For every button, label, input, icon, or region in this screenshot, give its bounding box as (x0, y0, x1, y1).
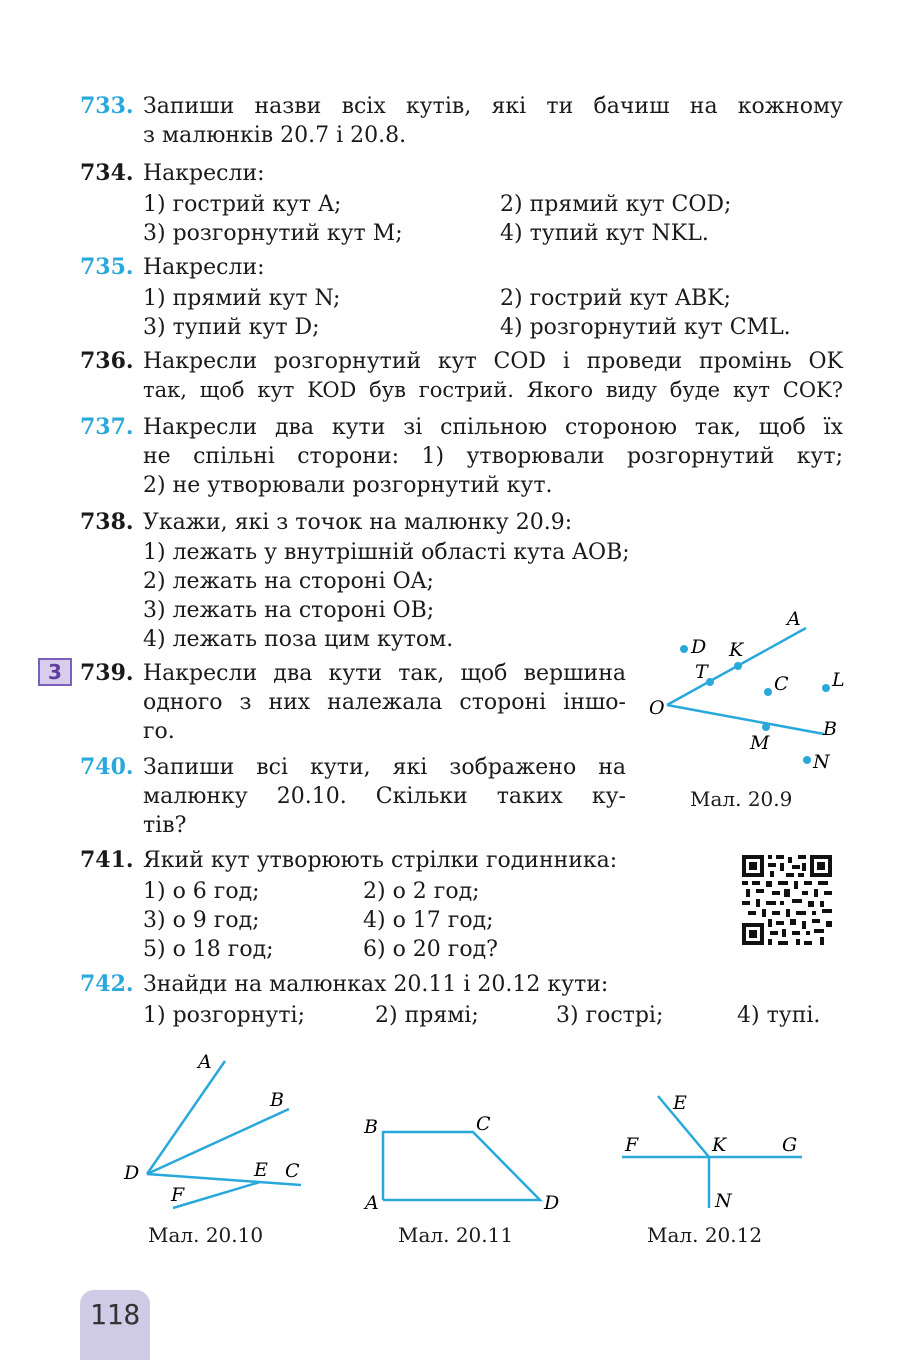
exercise-736-number: 736. (80, 348, 134, 374)
label-c: C (285, 1160, 300, 1182)
exercise-735-item-1: 1) прямий кут N; (143, 286, 341, 311)
trapezoid (383, 1132, 540, 1200)
exercise-737-number: 737. (80, 414, 134, 440)
exercise-735-item-3: 3) тупий кут D; (143, 315, 320, 340)
point-c (764, 688, 772, 696)
exercise-739-text: Накресли два кути так, щоб вершина (143, 661, 626, 686)
exercise-737-text-3: 2) не утворювали розгорнутий кут. (143, 473, 553, 498)
exercise-737-text: Накресли два кути зі спільною стороною так, щоб їх (143, 415, 843, 440)
label-f: F (171, 1184, 185, 1206)
exercise-741-number: 741. (80, 847, 134, 873)
exercise-742-item-4: 4) тупі. (737, 1003, 821, 1028)
label-d: D (544, 1192, 560, 1214)
point-n (803, 756, 811, 764)
exercise-738-item-2: 2) лежать на стороні OA; (143, 569, 434, 594)
exercise-733-number: 733. (80, 93, 134, 119)
exercise-742-item-3: 3) гострі; (556, 1003, 664, 1028)
exercise-738-number: 738. (80, 509, 134, 535)
exercise-733-text-2: з малюнків 20.7 і 20.8. (143, 123, 407, 148)
figure-20-10 (115, 1045, 315, 1215)
point-m (762, 723, 770, 731)
label-c: C (476, 1113, 491, 1135)
label-l: L (832, 669, 845, 691)
caption-fig-20-9: Мал. 20.9 (690, 787, 793, 811)
label-c: C (774, 673, 789, 695)
label-a: A (198, 1051, 212, 1073)
exercise-740-text-2: малюнку 20.10. Скільки таких ку- (143, 784, 626, 809)
exercise-734-text: Накресли: (143, 161, 265, 186)
label-k: K (729, 639, 744, 661)
exercise-738-item-3: 3) лежать на стороні OB; (143, 598, 435, 623)
label-b: B (364, 1116, 378, 1138)
label-t: T (695, 661, 708, 683)
label-g: G (782, 1134, 798, 1156)
label-o: O (649, 697, 665, 719)
exercise-742-number: 742. (80, 971, 134, 997)
figure-20-9 (640, 600, 860, 780)
label-d: D (691, 636, 707, 658)
label-n: N (813, 751, 830, 773)
exercise-735-text: Накресли: (143, 255, 265, 280)
label-b: B (823, 718, 837, 740)
exercise-735-number: 735. (80, 254, 134, 280)
exercise-741-item-4: 4) о 17 год; (363, 908, 494, 933)
exercise-741-item-1: 1) о 6 год; (143, 879, 260, 904)
exercise-741-text: Який кут утворюють стрілки годинника: (143, 848, 618, 873)
label-a: A (365, 1192, 379, 1214)
exercise-734-number: 734. (80, 160, 134, 186)
exercise-741-item-2: 2) о 2 год; (363, 879, 480, 904)
label-m: M (750, 732, 770, 754)
exercise-740-text-3: тів? (143, 813, 187, 838)
exercise-736-text-2: так, щоб кут KOD був гострий. Якого виду буде кут COK? (143, 378, 843, 402)
exercise-742-item-2: 2) прямі; (375, 1003, 479, 1028)
figure-20-11 (355, 1105, 570, 1215)
exercise-735-item-4: 4) розгорнутий кут CML. (500, 315, 791, 340)
exercise-742-text: Знайди на малюнках 20.11 і 20.12 кути: (143, 972, 609, 997)
exercise-734-item-3: 3) розгорнутий кут M; (143, 221, 403, 246)
caption-fig-20-10: Мал. 20.10 (148, 1223, 264, 1247)
exercise-739-number: 739. (80, 660, 134, 686)
caption-fig-20-12: Мал. 20.12 (647, 1223, 763, 1247)
caption-fig-20-11: Мал. 20.11 (398, 1223, 514, 1247)
exercise-738-text: Укажи, які з точок на малюнку 20.9: (143, 510, 573, 535)
exercise-739-text-2: одного з них належала стороні іншо- (143, 690, 626, 715)
exercise-737-text-2: не спільні сторони: 1) утворювали розгорнутий кут; (143, 444, 843, 469)
exercise-741-item-3: 3) о 9 год; (143, 908, 260, 933)
exercise-733-text: Запиши назви всіх кутів, які ти бачиш на кожному (143, 94, 843, 119)
exercise-740-text: Запиши всі кути, які зображено на (143, 755, 626, 780)
ray-ob (667, 705, 824, 734)
label-k: K (712, 1134, 727, 1156)
figure-20-12 (615, 1088, 815, 1218)
label-e: E (254, 1159, 268, 1181)
exercise-739-text-3: го. (143, 719, 175, 744)
ray-fe (173, 1182, 260, 1208)
exercise-735-item-2: 2) гострий кут ABK; (500, 286, 731, 311)
exercise-742-item-1: 1) розгорнуті; (143, 1003, 305, 1028)
point-k (734, 662, 742, 670)
point-d (680, 645, 688, 653)
exercise-741-item-5: 5) о 18 год; (143, 937, 274, 962)
label-d: D (124, 1162, 140, 1184)
exercise-734-item-2: 2) прямий кут COD; (500, 192, 732, 217)
exercise-740-number: 740. (80, 754, 134, 780)
level-3-badge: 3 (38, 658, 72, 686)
exercise-741-item-6: 6) о 20 год? (363, 937, 498, 962)
page-number: 118 (80, 1290, 150, 1360)
exercise-734-item-1: 1) гострий кут A; (143, 192, 342, 217)
label-f: F (625, 1134, 639, 1156)
exercise-738-item-4: 4) лежать поза цим кутом. (143, 627, 454, 652)
label-a: A (787, 608, 801, 630)
label-e: E (673, 1092, 687, 1114)
exercise-736-text: Накресли розгорнутий кут COD і проведи промінь OK (143, 349, 843, 374)
point-l (822, 684, 830, 692)
exercise-738-item-1: 1) лежать у внутрішній області кута AOB; (143, 540, 630, 565)
label-b: B (270, 1089, 284, 1111)
qr-code-icon[interactable] (742, 855, 832, 945)
exercise-734-item-4: 4) тупий кут NKL. (500, 221, 709, 246)
label-n: N (715, 1190, 732, 1212)
